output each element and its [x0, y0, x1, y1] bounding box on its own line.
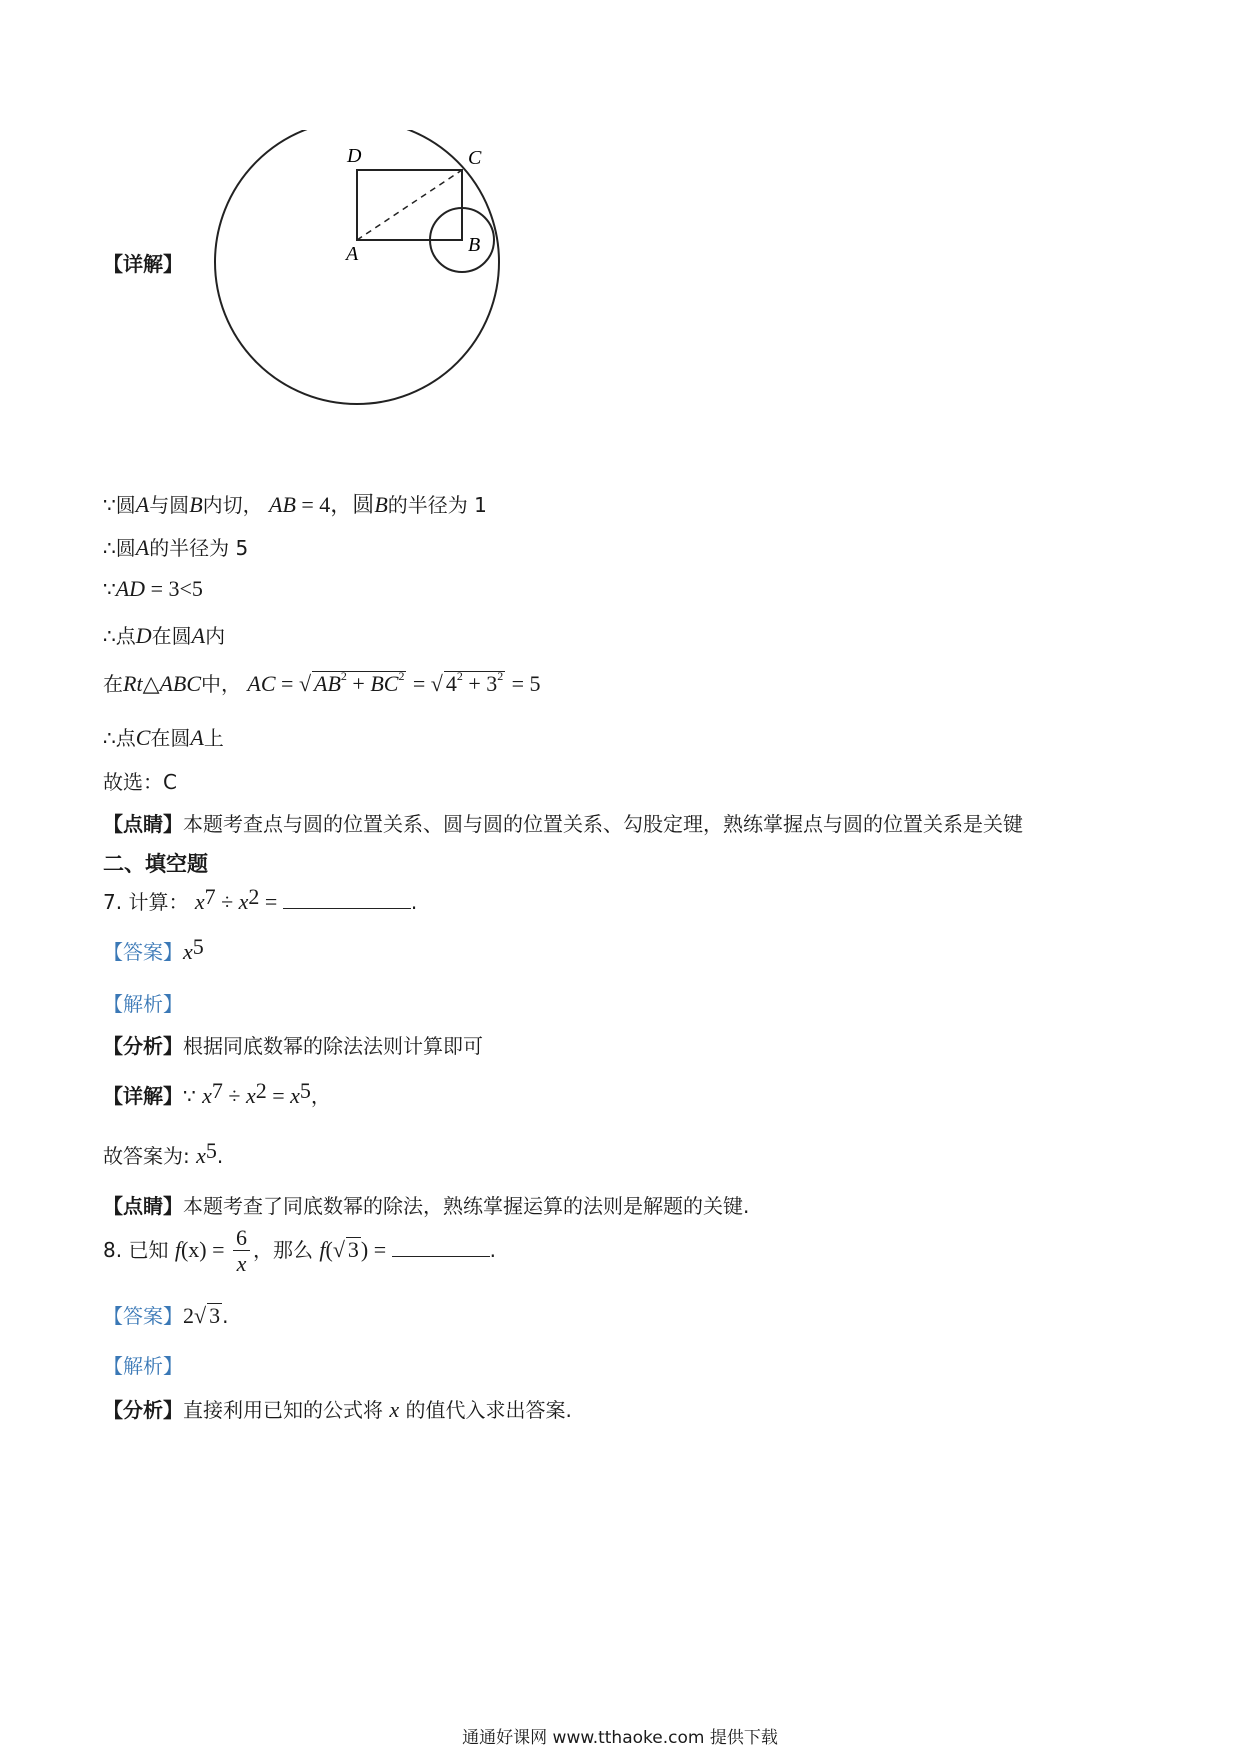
label-b: B [468, 234, 481, 256]
fraction-6-over-x: $\frac{6}{x}$ [233, 1226, 250, 1276]
rectangle-abcd [357, 170, 462, 240]
sqrt-ab-bc: $AB^2 + BC^2$ [314, 669, 405, 696]
q8-stem: 8. 已知 f(x) = $\frac{6}{x}$ ，那么 f(√ 3) = . [103, 1225, 497, 1277]
note-q6: 【点睛】本题考查点与圆的位置关系、圆与圆的位置关系、勾股定理，熟练掌握点与圆的位置关系是关键 [103, 812, 1023, 836]
radical-symbol: √ [332, 1236, 345, 1262]
solution-line-6: ∴点C在圆A上 [103, 725, 224, 750]
q8-analysis-tag: 【解析】 [103, 1354, 183, 1378]
radical-symbol: √ [430, 671, 443, 696]
answer-blank [283, 890, 411, 909]
q7-answer: 【答案】$x^5$ [103, 934, 204, 964]
answer-blank [392, 1238, 490, 1257]
solution-line-1: ∵圆A与圆B内切， AB = 4，圆B的半径为 1 [103, 492, 487, 517]
sqrt-numbers: $4^2 + 3^2$ [445, 669, 504, 696]
q7-result: 故答案为: $x^5$. [103, 1138, 224, 1168]
section-heading: 二、填空题 [103, 852, 208, 876]
label-d: D [347, 145, 362, 167]
q7-fenxi: 【分析】根据同底数幂的除法法则计算即可 [103, 1034, 483, 1058]
label-c: C [468, 147, 482, 169]
q8-answer: 【答案】2√ 3 . [103, 1303, 229, 1328]
q7-detail: 【详解】∵ $x^7 \div x^2 = x^5$， [103, 1078, 331, 1108]
q7-note: 【点睛】本题考查了同底数幂的除法，熟练掌握运算的法则是解题的关键. [103, 1194, 750, 1218]
solution-line-7: 故选：C [103, 770, 177, 794]
page-footer: 通通好课网 www.tthaoke.com 提供下载 [462, 1728, 778, 1748]
geometry-figure [200, 130, 520, 430]
q7-analysis-tag: 【解析】 [103, 992, 183, 1016]
solution-line-2: ∴圆A的半径为 5 [103, 535, 249, 560]
solution-line-3: ∵AD = 3<5 [103, 576, 203, 601]
q8-fenxi: 【分析】直接利用已知的公式将 x 的值代入求出答案. [103, 1397, 572, 1422]
radical-symbol: √ [194, 1303, 207, 1328]
solution-line-4: ∴点D在圆A内 [103, 623, 226, 648]
q7-stem: 7. 计算： $x^7 \div x^2$ = . [103, 884, 418, 914]
solution-line-5: 在Rt△ABC中， AC = √ $AB^2 + BC^2$ = √ $4^2 + 3^2 = 5$ [103, 669, 541, 696]
detail-label: 【详解】 [103, 252, 183, 276]
diagonal-ac [357, 170, 462, 240]
radical-symbol: √ [298, 671, 312, 696]
label-a: A [346, 243, 359, 265]
